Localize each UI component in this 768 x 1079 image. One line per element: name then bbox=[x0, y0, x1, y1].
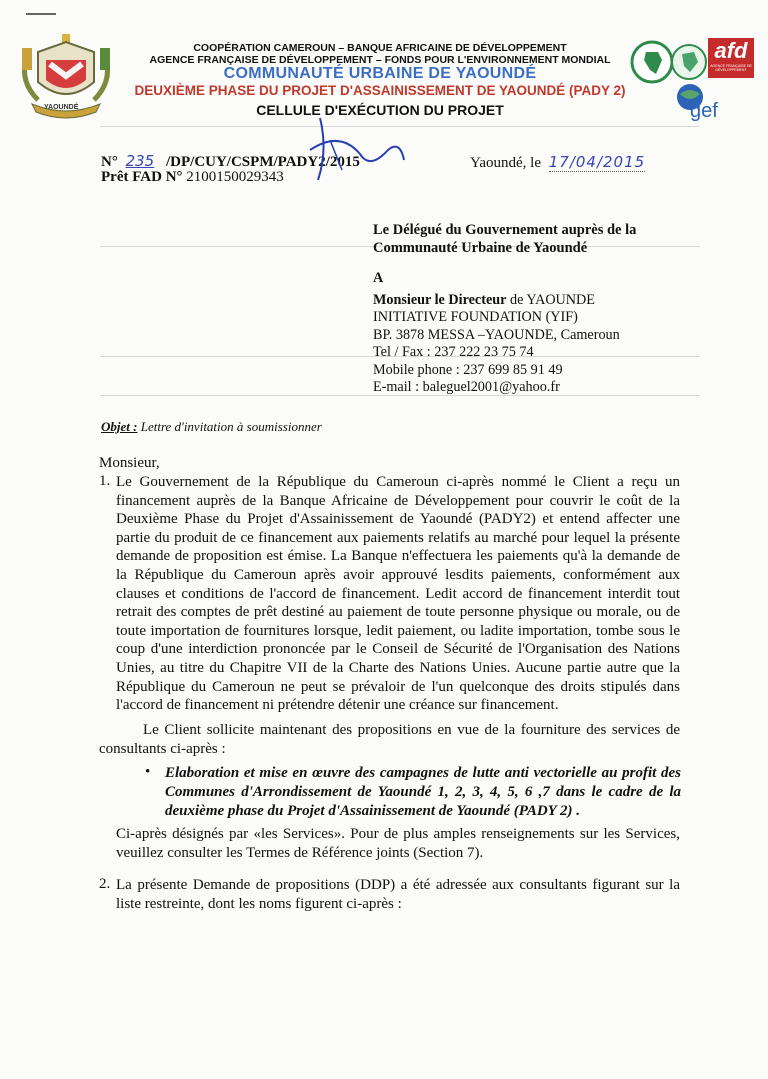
recipient-block bbox=[373, 270, 703, 397]
paragraph-2: La présente Demande de propositions (DDP) a été adressée aux consultants figurant sur la liste restreinte, dont les noms figurent ci-après : bbox=[116, 877, 680, 912]
recipient-title-rest: de YAOUNDE bbox=[509, 291, 595, 308]
recipient-email: E-mail : baleguel2001@yahoo.fr bbox=[373, 379, 560, 395]
gef-logo-text: gef bbox=[690, 100, 718, 122]
objet-label: Objet : bbox=[101, 419, 138, 434]
city-date bbox=[470, 153, 645, 172]
afdb-logo bbox=[630, 40, 674, 84]
reference-number-label: N° bbox=[101, 154, 118, 170]
city-crest bbox=[16, 12, 116, 124]
header-agencies: AGENCE FRANÇAISE DE DÉVELOPPEMENT – FONDS POUR L'ENVIRONNEMENT MONDIAL bbox=[149, 54, 611, 66]
pret-line bbox=[101, 169, 284, 186]
signature-scribble bbox=[300, 110, 410, 190]
pret-value: 2100150029343 bbox=[186, 169, 284, 185]
afd-logo-text: afd bbox=[714, 38, 748, 63]
recipient-org: INITIATIVE FOUNDATION (YIF) bbox=[373, 309, 578, 325]
paragraph-1: Le Gouvernement de la République du Cameroun ci-après nommé le Client a reçu un financement auprès de la Banque Africaine de Développement pour couvrir le coût de la Deuxième Phase du Projet d'Assainissement de Yaoundé (PADY2) et entend affecter une partie du produit de ce financement aux paiements relatifs au marché pour lequel la présente demande de proposition est émise. La Banque n'effectuera les paiements qu'à la demande de la République du Cameroun après avoir approuvé lesdits paiements, conformément aux clauses et conditions de l'accord de financement. Ledit accord de financement interdit tout retrait des comptes de prêt destiné au paiement de toute personne physique ou morale, ou de toute importation de fournitures lorsque, ledit paiement, ou ladite importation, tombe sous le coup d'une interdiction prononcée par le Conseil de Sécurité de l'Organisation des Nations Unies, au titre du Chapitre VII de la Charte des Nations Unies. Aucune partie autre que la République du Cameroun ne peut se prévaloir de l'un quelconque des droits stipulés dans l'accord de financement ni prétendre détenir une créance sur financement. bbox=[116, 474, 680, 714]
bullet-text: Elaboration et mise en œuvre des campagnes de lutte anti vectorielle au profit des Communes d'Arrondissement de Yaoundé 1, 2, 3, 4, 5, 6 ,7 dans le cadre de la deuxième phase du Projet d'Assainissement de Yaoundé (PADY 2) . bbox=[165, 765, 681, 819]
city-date-prefix: Yaoundé, le bbox=[470, 155, 541, 171]
handwritten-date: 17/04/2015 bbox=[548, 153, 646, 171]
objet-line bbox=[101, 419, 322, 435]
sender-block bbox=[373, 222, 703, 257]
gef-logo bbox=[668, 82, 728, 124]
paragraph-1b: Le Client sollicite maintenant des propositions en vue de la fourniture des services de consultants ci-après : bbox=[99, 722, 680, 757]
afd-logo-sub: AGENCE FRANÇAISE DE DÉVELOPPEMENT bbox=[710, 64, 752, 72]
paragraph-2-number: 2. bbox=[99, 876, 111, 892]
recipient-title bbox=[373, 292, 703, 310]
reference-number-value: 235 bbox=[125, 152, 155, 170]
header-communaute: COMMUNAUTÉ URBAINE DE YAOUNDÉ bbox=[223, 65, 537, 82]
fem-logo bbox=[670, 40, 708, 84]
sender-line-2: Communauté Urbaine de Yaoundé bbox=[373, 239, 588, 256]
reference-number-suffix: /DP/CUY/CSPM/PADY2/2015 bbox=[165, 154, 360, 170]
header-project: DEUXIÈME PHASE DU PROJET D'ASSAINISSEMENT DE YAOUNDÉ (PADY 2) bbox=[134, 83, 626, 98]
header-cooperation: COOPÉRATION CAMEROUN – BANQUE AFRICAINE DE DÉVELOPPEMENT bbox=[193, 42, 567, 54]
sender-line-1: Le Délégué du Gouvernement auprès de la bbox=[373, 222, 637, 238]
paragraph-1c: Ci-après désignés par «les Services». Pour de plus amples renseignements sur les Services, veuillez consulter les Termes de Référence joints (Section 7). bbox=[116, 826, 680, 861]
recipient-tel: Tel / Fax : 237 222 23 75 74 bbox=[373, 344, 534, 360]
salutation: Monsieur, bbox=[99, 455, 160, 471]
recipient-a: A bbox=[373, 270, 384, 286]
recipient-title-bold: Monsieur le Directeur bbox=[373, 291, 507, 308]
bullet-mark: • bbox=[145, 764, 151, 780]
header-cellule: CELLULE D'EXÉCUTION DU PROJET bbox=[256, 102, 504, 118]
recipient-mobile: Mobile phone : 237 699 85 91 49 bbox=[373, 361, 563, 378]
objet-text: Lettre d'invitation à soumissionner bbox=[140, 419, 322, 434]
crest-motto: YAOUNDÉ bbox=[44, 104, 79, 111]
pret-label: Prêt FAD N° bbox=[101, 169, 183, 185]
paragraph-1-number: 1. bbox=[99, 473, 111, 489]
recipient-bp: BP. 3878 MESSA –YAOUNDE, Cameroun bbox=[373, 326, 620, 343]
afd-logo bbox=[708, 38, 754, 78]
